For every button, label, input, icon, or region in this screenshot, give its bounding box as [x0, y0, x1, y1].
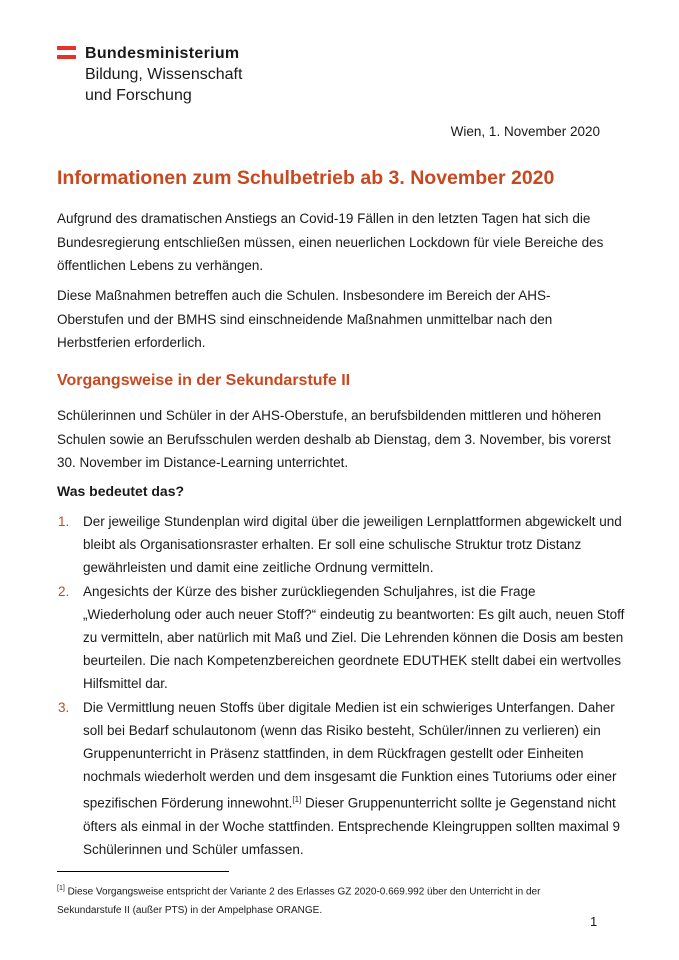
- section-paragraph: Schülerinnen und Schüler in der AHS-Oberstufe, an berufsbildenden mittleren und höheren Schulen sowie an Berufsschulen werden deshalb ab Dienstag, dem 3. November, bis vorerst 30. November im Distance-Learning unterrichtet.: [57, 408, 611, 470]
- list-item: [57, 580, 627, 696]
- list-item-number: 2.: [58, 583, 70, 599]
- list-item-text: Die Vermittlung neuen Stoffs über digitale Medien ist ein schwieriges Unterfangen. Daher soll bei Bedarf schulautonom (wenn das Risiko besteht, Schüler/innen zu verlieren) ein Gruppenunterricht in Präsenz stattfinden, in dem Rückfragen gestellt oder Einheiten nochmals wiederholt werden und dem insgesamt die Funktion eines Tutoriums oder einer spezifischen Förderung innewohnt.: [83, 699, 617, 811]
- document-title: Informationen zum Schulbetrieb ab 3. November 2020: [57, 167, 555, 189]
- austria-flag-icon: [57, 46, 76, 62]
- footnote-divider: [57, 871, 229, 872]
- ministry-name-line-1: Bundesministerium: [85, 45, 240, 62]
- intro-paragraph-2: Diese Maßnahmen betreffen auch die Schulen. Insbesondere im Bereich der AHS-Oberstufen und der BMHS sind einschneidende Maßnahmen unmittelbar nach den Herbstferien erforderlich.: [57, 288, 553, 350]
- ministry-name-line-3: und Forschung: [85, 87, 192, 104]
- ministry-name-line-2: Bildung, Wissenschaft: [85, 66, 243, 83]
- list-item-text-continued: Dieser Gruppenunterricht sollte je Gegenstand nicht öfters als einmal in der Woche stattfinden. Entsprechende Kleingruppen sollten maximal 9 Schülerinnen und Schüler umfassen.: [83, 795, 621, 858]
- numbered-list: [57, 510, 627, 862]
- list-item-number: 1.: [58, 514, 70, 529]
- ministry-name: [85, 44, 345, 106]
- footnote: [57, 880, 587, 920]
- date-line: Wien, 1. November 2020: [450, 124, 600, 139]
- page-number: 1: [590, 914, 598, 929]
- list-item-text: Der jeweilige Stundenplan wird digital über die jeweiligen Lernplattformen abgewickelt und bleibt als Organisationsraster erhalten. Er soll eine schulische Struktur trotz Distanz gewährleisten und damit eine zeitliche Ordnung vermitteln.: [83, 514, 622, 576]
- list-item-number: 3.: [58, 699, 70, 715]
- list-item: [57, 696, 627, 862]
- list-item: [57, 510, 627, 580]
- footnote-reference-link[interactable]: [1]: [292, 795, 302, 805]
- intro-paragraph-1: Aufgrund des dramatischen Anstiegs an Covid-19 Fällen in den letzten Tagen hat sich die Bundesregierung entschließen müssen, einen neuerlichen Lockdown für viele Bereiche des öffentlichen Lebens zu verhängen.: [57, 211, 604, 273]
- footnote-text: Diese Vorgangsweise entspricht der Variante 2 des Erlasses GZ 2020-0.669.992 über den Unterricht in der Sekundarstufe II (außer PTS) in der Ampelphase ORANGE.: [57, 886, 541, 916]
- subheading: Was bedeutet das?: [57, 483, 185, 499]
- footnote-marker: [1]: [57, 885, 65, 892]
- list-item-text: Angesichts der Kürze des bisher zurückliegenden Schuljahres, ist die Frage „Wiederholung oder auch neuer Stoff?“ eindeutig zu beantworten: Es gilt auch, neuen Stoff zu vermitteln, aber natürlich mit Maß und Ziel. Die Lehrenden können die Dosis am besten beurteilen. Die nach Kompetenzbereichen geordnete EDUTHEK stellt dabei ein wertvolles Hilfsmittel dar.: [83, 583, 625, 692]
- section-heading: Vorgangsweise in der Sekundarstufe II: [57, 372, 351, 389]
